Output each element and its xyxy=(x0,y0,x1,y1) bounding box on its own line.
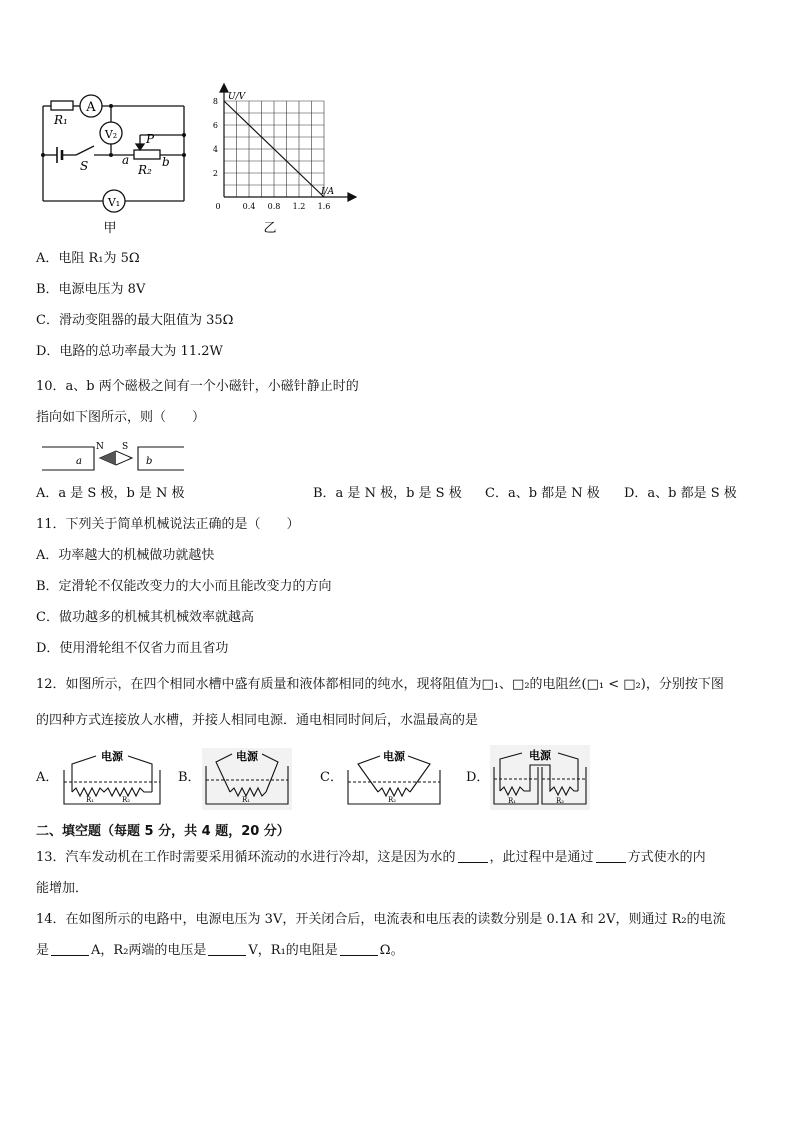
q12-b-r1-label: R₁ xyxy=(242,796,251,804)
q12-c-power-label: 电源 xyxy=(383,750,405,763)
switch-label: S xyxy=(80,159,89,173)
graph-xtick-label: 0 xyxy=(215,202,221,211)
q12-stem-line2: 的四种方式连接放人水槽，并接人相同电源．通电相同时间后，水温最高的是 xyxy=(36,713,479,728)
q14-line2 xyxy=(36,942,404,960)
q9-option-d[interactable]: D．电路的总功率最大为 11.2W xyxy=(36,344,223,359)
q13-text-a: 13．汽车发动机在工作时需要采用循环流动的水进行冷却，这是因为水的 xyxy=(36,850,456,865)
q14-line1: 14．在如图所示的电路中，电源电压为 3V，开关闭合后，电流表和电压表的读数分别是 0.1A 和 2V，则通过 R₂的电流 xyxy=(36,912,726,927)
q13-text-c: 方式使水的内 xyxy=(627,850,706,865)
q12-a-r1-label: R₁ xyxy=(86,796,95,804)
switch-icon xyxy=(76,146,94,155)
graph-xtick-label: 1.6 xyxy=(317,202,331,211)
graph-ylabel: U/V xyxy=(228,92,246,102)
slider-label: P xyxy=(146,132,155,146)
q12-c-r2-label: R₂ xyxy=(388,796,397,804)
resistor-r2 xyxy=(134,150,160,159)
q14-blank-3[interactable] xyxy=(340,943,378,956)
voltmeter-v1-label: V₁ xyxy=(107,196,121,209)
ammeter-label: A xyxy=(86,100,96,115)
magnet-a-label: a xyxy=(76,456,82,467)
q9-option-a[interactable]: A．电阻 R₁为 5Ω xyxy=(36,251,140,266)
voltmeter-v2-label: V₂ xyxy=(104,128,118,141)
q12-option-a-label[interactable]: A． xyxy=(36,770,59,785)
q13-line1 xyxy=(36,849,706,867)
q10-option-a[interactable]: A．a 是 S 极，b 是 N 极 xyxy=(36,486,185,501)
q10-stem-line1: 10．a、b 两个磁极之间有一个小磁针，小磁针静止时的 xyxy=(36,379,359,394)
graph-ytick-label: 2 xyxy=(212,169,218,178)
q10-option-d[interactable]: D．a、b 都是 S 极 xyxy=(624,486,737,501)
q14-text-c: V，R₁的电阻是 xyxy=(248,943,338,958)
magnet-b xyxy=(138,447,184,470)
q9-option-b[interactable]: B．电源电压为 8V xyxy=(36,282,146,297)
q12-d-r2-label: R₂ xyxy=(556,797,565,805)
graph-ytick-label: 6 xyxy=(212,121,218,130)
q11-option-a[interactable]: A．功率越大的机械做功就越快 xyxy=(36,548,215,563)
caption-jia: 甲 xyxy=(103,221,117,236)
q12-figure-b[interactable] xyxy=(202,748,292,810)
q14-blank-2[interactable] xyxy=(208,943,246,956)
q12-a-r2-label: R₂ xyxy=(122,796,131,804)
magnet-a xyxy=(42,447,94,470)
q12-d-power-label: 电源 xyxy=(529,749,551,762)
q11-option-b[interactable]: B．定滑轮不仅能改变力的大小而且能改变力的方向 xyxy=(36,579,332,594)
q14-text-d: Ω。 xyxy=(379,943,404,958)
magnet-diagram xyxy=(42,440,188,474)
section-2-title: 二、填空题（每题 5 分，共 4 题，20 分） xyxy=(36,824,290,839)
needle-s-label: S xyxy=(122,442,129,452)
circuit-diagram-jia xyxy=(34,88,194,238)
r2-label: R₂ xyxy=(138,163,152,177)
graph-xtick-label: 1.2 xyxy=(292,202,306,211)
q12-d-r1-label: R₁ xyxy=(508,797,517,805)
q12-option-c-label[interactable]: C． xyxy=(320,770,343,785)
q10-option-c[interactable]: C．a、b 都是 N 极 xyxy=(485,486,600,501)
caption-yi: 乙 xyxy=(263,221,277,236)
q12-stem-line1: 12．如图所示，在四个相同水槽中盛有质量和液体都相同的纯水，现将阻值为□₁、□₂的电阻丝(□₁ < □₂)，分别按下图 xyxy=(36,677,724,692)
graph-ytick-label: 8 xyxy=(212,97,218,106)
graph-xtick-label: 0.4 xyxy=(242,202,256,211)
graph-yi xyxy=(206,82,364,240)
graph-ytick-label: 4 xyxy=(212,145,218,154)
q14-text-a: 是 xyxy=(36,943,50,958)
q13-line2: 能增加． xyxy=(36,881,89,896)
q11-stem: 11．下列关于简单机械说法正确的是（ ） xyxy=(36,517,300,532)
q11-option-c[interactable]: C．做功越多的机械其机械效率就越高 xyxy=(36,610,254,625)
q12-figure-c[interactable] xyxy=(344,748,444,810)
q11-option-d[interactable]: D．使用滑轮组不仅省力而且省功 xyxy=(36,641,229,656)
q12-figure-d[interactable] xyxy=(490,745,590,810)
q10-option-b[interactable]: B．a 是 N 极，b 是 S 极 xyxy=(313,486,462,501)
q14-blank-1[interactable] xyxy=(51,943,89,956)
graph-xtick-label: 0.8 xyxy=(267,202,281,211)
q12-a-power-label: 电源 xyxy=(101,750,123,763)
q10-stem-line2: 指向如下图所示，则（ ） xyxy=(36,410,206,425)
q13-text-b: ，此过程中是通过 xyxy=(489,850,594,865)
resistor-r1 xyxy=(51,101,73,110)
node-a-label: a xyxy=(122,153,130,167)
needle-n-label: N xyxy=(96,442,104,452)
q9-option-c[interactable]: C．滑动变阻器的最大阻值为 35Ω xyxy=(36,313,234,328)
q12-option-d-label[interactable]: D． xyxy=(466,770,490,785)
magnet-b-label: b xyxy=(146,456,153,467)
q13-blank-1[interactable] xyxy=(458,850,488,863)
q14-text-b: A，R₂两端的电压是 xyxy=(91,943,207,958)
node-b-label: b xyxy=(162,155,170,169)
r1-label: R₁ xyxy=(54,113,68,127)
q12-b-power-label: 电源 xyxy=(236,750,258,763)
q12-option-b-label[interactable]: B． xyxy=(178,770,201,785)
q12-figure-a[interactable] xyxy=(60,748,164,810)
q13-blank-2[interactable] xyxy=(596,850,626,863)
graph-xlabel: I/A xyxy=(321,187,335,197)
